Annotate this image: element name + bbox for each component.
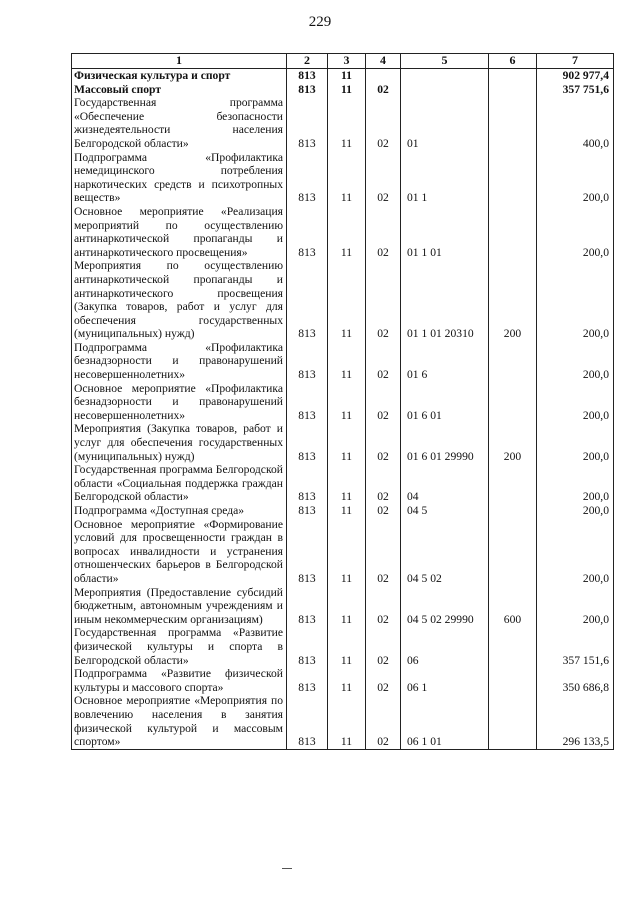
row-admin-code-cell: 813 bbox=[287, 151, 328, 205]
table-row bbox=[72, 69, 614, 83]
table-body bbox=[72, 69, 614, 750]
row-section-cell: 11 bbox=[328, 504, 366, 518]
table-row bbox=[72, 518, 614, 586]
row-section-cell: 11 bbox=[328, 96, 366, 150]
row-subsection-cell: 02 bbox=[366, 463, 401, 504]
row-name-cell: Государственная программа Белгородской области «Социальная поддержка граждан Белгородской области» bbox=[72, 463, 287, 504]
row-target-article-cell: 01 bbox=[401, 96, 489, 150]
row-subsection-cell: 02 bbox=[366, 586, 401, 627]
row-amount-cell: 357 751,6 bbox=[537, 83, 614, 97]
row-admin-code-cell: 813 bbox=[287, 518, 328, 586]
table-row bbox=[72, 422, 614, 463]
row-section-cell: 11 bbox=[328, 518, 366, 586]
row-target-article-cell: 04 5 02 29990 bbox=[401, 586, 489, 627]
row-amount-cell: 200,0 bbox=[537, 422, 614, 463]
row-amount-cell: 350 686,8 bbox=[537, 667, 614, 694]
row-subsection-cell: 02 bbox=[366, 83, 401, 97]
row-admin-code-cell: 813 bbox=[287, 667, 328, 694]
footer-dash bbox=[282, 868, 292, 869]
table-row bbox=[72, 382, 614, 423]
row-name-cell: Подпрограмма «Доступная среда» bbox=[72, 504, 287, 518]
row-expense-type-cell bbox=[489, 69, 537, 83]
table-row bbox=[72, 586, 614, 627]
row-expense-type-cell: 200 bbox=[489, 259, 537, 341]
table-row bbox=[72, 83, 614, 97]
row-expense-type-cell bbox=[489, 463, 537, 504]
row-name-cell: Основное мероприятие «Профилактика безнадзорности и правонарушений несовершеннолетних» bbox=[72, 382, 287, 423]
row-name-cell: Мероприятия по осуществлению антинаркотической пропаганды и антинаркотического просвещения (Закупка товаров, работ и услуг для обеспечения государственных (муниципальных) нужд) bbox=[72, 259, 287, 341]
row-name-cell: Основное мероприятие «Формирование условий для просвещенности граждан в вопросах инвалидности и устранения отношенческих барьеров в Белгородской области» bbox=[72, 518, 287, 586]
table-row bbox=[72, 151, 614, 205]
row-admin-code-cell: 813 bbox=[287, 341, 328, 382]
table-row bbox=[72, 341, 614, 382]
row-subsection-cell: 02 bbox=[366, 518, 401, 586]
row-amount-cell: 200,0 bbox=[537, 504, 614, 518]
row-admin-code-cell: 813 bbox=[287, 463, 328, 504]
row-expense-type-cell: 200 bbox=[489, 422, 537, 463]
header-col-5: 5 bbox=[401, 54, 489, 69]
row-subsection-cell: 02 bbox=[366, 382, 401, 423]
header-row bbox=[72, 54, 614, 69]
row-expense-type-cell: 600 bbox=[489, 586, 537, 627]
row-name-cell: Основное мероприятие «Реализация мероприятий по осуществлению антинаркотической пропаганды и антинаркотического просвещения» bbox=[72, 205, 287, 259]
row-admin-code-cell: 813 bbox=[287, 694, 328, 749]
table-row bbox=[72, 259, 614, 341]
row-admin-code-cell: 813 bbox=[287, 382, 328, 423]
row-section-cell: 11 bbox=[328, 151, 366, 205]
row-amount-cell: 400,0 bbox=[537, 96, 614, 150]
row-amount-cell: 200,0 bbox=[537, 341, 614, 382]
row-target-article-cell bbox=[401, 83, 489, 97]
header-col-1: 1 bbox=[72, 54, 287, 69]
row-subsection-cell: 02 bbox=[366, 96, 401, 150]
row-target-article-cell: 06 1 bbox=[401, 667, 489, 694]
row-target-article-cell bbox=[401, 69, 489, 83]
row-admin-code-cell: 813 bbox=[287, 69, 328, 83]
table-row bbox=[72, 205, 614, 259]
row-expense-type-cell bbox=[489, 694, 537, 749]
row-expense-type-cell bbox=[489, 667, 537, 694]
row-target-article-cell: 01 6 01 bbox=[401, 382, 489, 423]
row-subsection-cell bbox=[366, 69, 401, 83]
row-amount-cell: 200,0 bbox=[537, 205, 614, 259]
row-subsection-cell: 02 bbox=[366, 205, 401, 259]
row-subsection-cell: 02 bbox=[366, 151, 401, 205]
row-amount-cell: 200,0 bbox=[537, 586, 614, 627]
row-section-cell: 11 bbox=[328, 83, 366, 97]
row-name-cell: Подпрограмма «Развитие физической культуры и массового спорта» bbox=[72, 667, 287, 694]
header-col-7: 7 bbox=[537, 54, 614, 69]
row-expense-type-cell bbox=[489, 382, 537, 423]
row-target-article-cell: 06 1 01 bbox=[401, 694, 489, 749]
row-target-article-cell: 01 6 01 29990 bbox=[401, 422, 489, 463]
row-name-cell: Подпрограмма «Профилактика безнадзорности и правонарушений несовершеннолетних» bbox=[72, 341, 287, 382]
row-name-cell: Мероприятия (Закупка товаров, работ и услуг для обеспечения государственных (муниципальных) нужд) bbox=[72, 422, 287, 463]
row-expense-type-cell bbox=[489, 83, 537, 97]
row-expense-type-cell bbox=[489, 626, 537, 667]
row-section-cell: 11 bbox=[328, 463, 366, 504]
row-subsection-cell: 02 bbox=[366, 422, 401, 463]
row-target-article-cell: 01 1 01 20310 bbox=[401, 259, 489, 341]
row-section-cell: 11 bbox=[328, 694, 366, 749]
row-section-cell: 11 bbox=[328, 626, 366, 667]
row-subsection-cell: 02 bbox=[366, 667, 401, 694]
row-amount-cell: 357 151,6 bbox=[537, 626, 614, 667]
table-row bbox=[72, 96, 614, 150]
row-section-cell: 11 bbox=[328, 382, 366, 423]
row-target-article-cell: 01 1 01 bbox=[401, 205, 489, 259]
row-section-cell: 11 bbox=[328, 69, 366, 83]
row-expense-type-cell bbox=[489, 151, 537, 205]
row-target-article-cell: 04 5 02 bbox=[401, 518, 489, 586]
row-name-cell: Подпрограмма «Профилактика немедицинского потребления наркотических средств и психотропных веществ» bbox=[72, 151, 287, 205]
row-expense-type-cell bbox=[489, 504, 537, 518]
row-amount-cell: 200,0 bbox=[537, 382, 614, 423]
table-row bbox=[72, 694, 614, 749]
row-amount-cell: 200,0 bbox=[537, 518, 614, 586]
row-expense-type-cell bbox=[489, 205, 537, 259]
row-amount-cell: 200,0 bbox=[537, 463, 614, 504]
row-admin-code-cell: 813 bbox=[287, 96, 328, 150]
row-admin-code-cell: 813 bbox=[287, 504, 328, 518]
row-admin-code-cell: 813 bbox=[287, 205, 328, 259]
row-target-article-cell: 01 1 bbox=[401, 151, 489, 205]
row-amount-cell: 902 977,4 bbox=[537, 69, 614, 83]
row-section-cell: 11 bbox=[328, 422, 366, 463]
row-name-cell: Физическая культура и спорт bbox=[72, 69, 287, 83]
row-name-cell: Государственная программа «Развитие физической культуры и спорта в Белгородской области» bbox=[72, 626, 287, 667]
row-amount-cell: 296 133,5 bbox=[537, 694, 614, 749]
row-admin-code-cell: 813 bbox=[287, 259, 328, 341]
header-col-2: 2 bbox=[287, 54, 328, 69]
row-expense-type-cell bbox=[489, 96, 537, 150]
row-section-cell: 11 bbox=[328, 586, 366, 627]
row-admin-code-cell: 813 bbox=[287, 586, 328, 627]
row-target-article-cell: 01 6 bbox=[401, 341, 489, 382]
row-expense-type-cell bbox=[489, 518, 537, 586]
row-name-cell: Массовый спорт bbox=[72, 83, 287, 97]
header-col-6: 6 bbox=[489, 54, 537, 69]
table-row bbox=[72, 626, 614, 667]
budget-table bbox=[71, 53, 614, 750]
row-subsection-cell: 02 bbox=[366, 341, 401, 382]
row-target-article-cell: 04 5 bbox=[401, 504, 489, 518]
header-col-4: 4 bbox=[366, 54, 401, 69]
row-admin-code-cell: 813 bbox=[287, 626, 328, 667]
row-admin-code-cell: 813 bbox=[287, 422, 328, 463]
row-name-cell: Государственная программа «Обеспечение безопасности жизнедеятельности населения Белгородской области» bbox=[72, 96, 287, 150]
table-row bbox=[72, 463, 614, 504]
table-row bbox=[72, 667, 614, 694]
row-name-cell: Мероприятия (Предоставление субсидий бюджетным, автономным учреждениям и иным некоммерческим организациям) bbox=[72, 586, 287, 627]
header-col-3: 3 bbox=[328, 54, 366, 69]
row-expense-type-cell bbox=[489, 341, 537, 382]
row-subsection-cell: 02 bbox=[366, 626, 401, 667]
row-section-cell: 11 bbox=[328, 205, 366, 259]
row-subsection-cell: 02 bbox=[366, 259, 401, 341]
row-admin-code-cell: 813 bbox=[287, 83, 328, 97]
table-row bbox=[72, 504, 614, 518]
row-subsection-cell: 02 bbox=[366, 694, 401, 749]
row-subsection-cell: 02 bbox=[366, 504, 401, 518]
row-target-article-cell: 06 bbox=[401, 626, 489, 667]
page-number: 229 bbox=[308, 14, 332, 30]
row-name-cell: Основное мероприятие «Мероприятия по вовлечению населения в занятия физической культурой и массовым спортом» bbox=[72, 694, 287, 749]
row-section-cell: 11 bbox=[328, 259, 366, 341]
row-section-cell: 11 bbox=[328, 667, 366, 694]
row-amount-cell: 200,0 bbox=[537, 151, 614, 205]
row-target-article-cell: 04 bbox=[401, 463, 489, 504]
row-amount-cell: 200,0 bbox=[537, 259, 614, 341]
row-section-cell: 11 bbox=[328, 341, 366, 382]
table-header bbox=[72, 54, 614, 69]
